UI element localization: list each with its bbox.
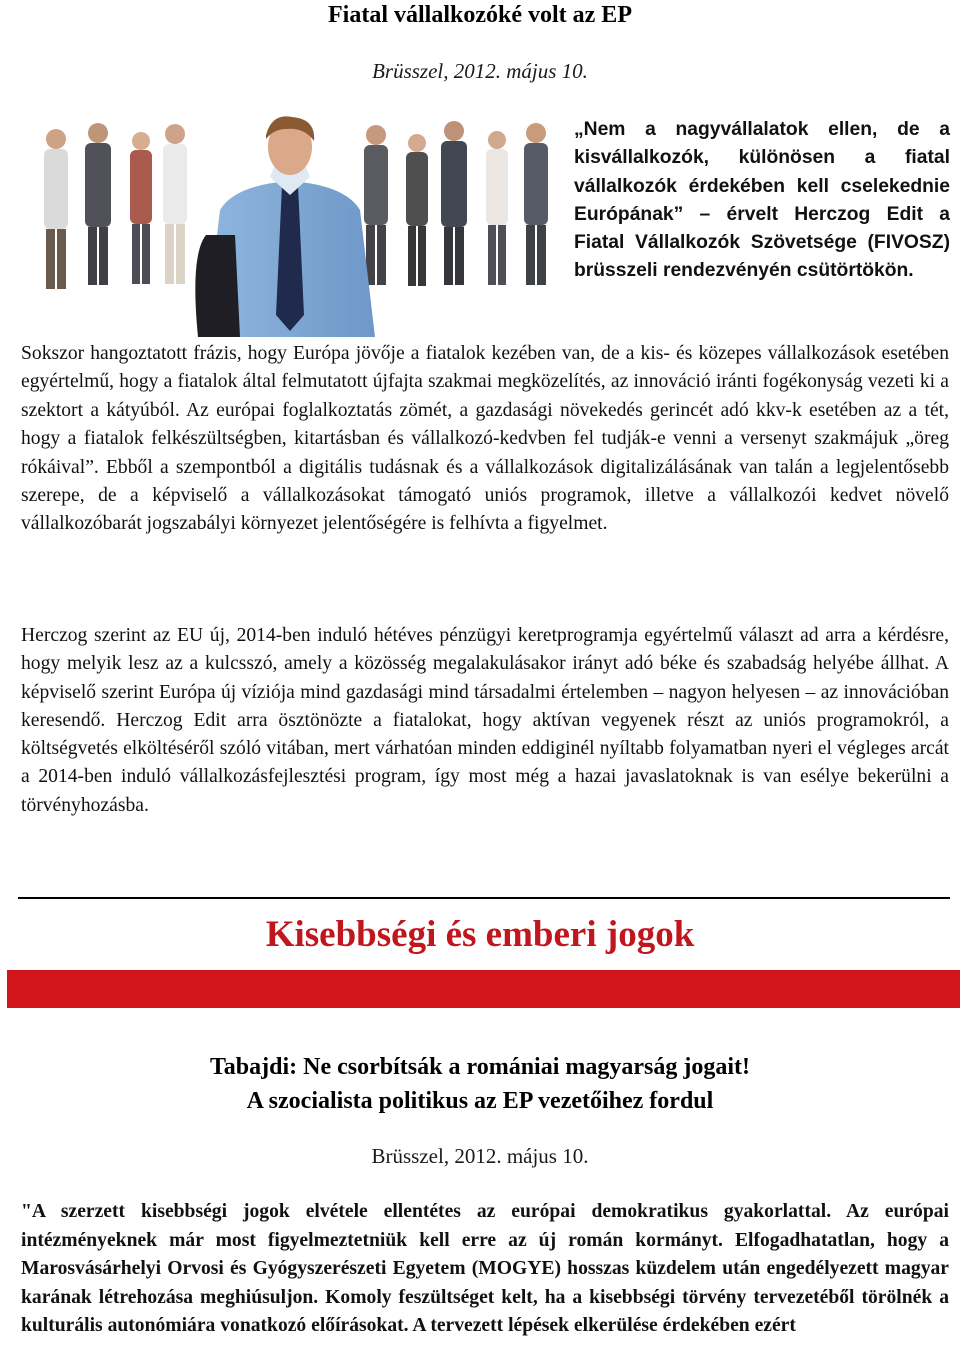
article2-paragraph-1: "A szerzett kisebbségi jogok elvétele ellentétes az európai demokratikus gyakorlattal. Az európai intézményeknek már most figyelmeztetniük kell erre az új román kormányt. Elfogadhatatlan, hogy a Marosvásárhelyi Orvosi és Gyógyszerészeti Egyetem (MOGYE) hosszas küzdelem után engedélyezett magyar karának létrehozása meghiúsuljon. Komoly feszültséget kelt, ha a kisebbségi törvény tervezetéből törölnék a kulturális autonómiára vonatkozó előírásokat. A tervezett lépések elkerülése érdekében ezért	[21, 1201, 949, 1336]
section-divider	[18, 897, 950, 899]
article2-title	[0, 1050, 960, 1118]
body-paragraph-1: Sokszor hangoztatott frázis, hogy Európa jövője a fiatalok kezében van, de a kis- és közepes vállalkozások esetében egyértelmű, hogy a fiatalok által felmutatott újfajta szakmai megközelítés, az innováció iránti fogékonyság vezeti ki a szektort a kátyúból. Az európai foglalkoztatás zömét, a gazdasági növekedés gerincét adó kkv-k esetében az a tét, hogy a fiatalok felkészültségben, kitartásban és vállalkozó-kedvben fel tudják-e venni a versenyt szakmájuk „öreg rókáival”. Ebből a szempontból a digitális tudásnak és a vállalkozások digitalizálásának van talán a legjelentősebb szerepe, de a képviselő a vállalkozásokat támogató uniós programok, illetve a vállalkozói kedvet növelő vállalkozóbarát jogszabályi környezet jelentőségére is felhívta a figyelmet.	[21, 343, 949, 535]
article2-title-line2: A szocialista politikus az EP vezetőihez fordul	[246, 1088, 714, 1114]
lead-paragraph: „Nem a nagyvállalatok ellen, de a kisvállalkozók, különösen a fiatal vállalkozók érdekében kell cselekednie Európának” – érvelt Herczog Edit a Fiatal Vállalkozók Szövetsége (FIVOSZ) brüsszeli rendezvényén csütörtökön.	[574, 119, 950, 282]
section-red-bar	[7, 970, 960, 1008]
article-title: Fiatal vállalkozóké volt az EP	[328, 2, 632, 28]
body-paragraph-2: Herczog szerint az EU új, 2014-ben induló hétéves pénzügyi keretprogramja egyértelmű választ ad arra a kérdésre, hogy melyik lesz az a kulcsszó, amely a közösség megalakulásakor irányt adó béke és szabadság helyébe állhat. A képviselő szerint Európa új víziója mind gazdasági mind társadalmi értelemben – nagyon helyesen – az innovációban keresendő. Herczog Edit arra ösztönözte a fiatalokat, hogy aktívan vegyenek részt az uniós programokról, a költségvetés elköltéséről szóló vitában, mert várhatóan minden eddiginél nyíltabb folyamatban nyeri el végleges arcát a 2014-ben induló vállalkozásfejlesztési program, így most még a hazai javaslatoknak is van esélye bekerülni a törvényhozásba.	[21, 625, 949, 816]
section-title: Kisebbségi és emberi jogok	[265, 914, 695, 955]
article-dateline: Brüsszel, 2012. május 10.	[372, 59, 588, 83]
article2-dateline: Brüsszel, 2012. május 10.	[371, 1144, 589, 1168]
young-entrepreneurs-photo	[30, 115, 562, 337]
article2-title-line1: Tabajdi: Ne csorbítsák a romániai magyarság jogait!	[210, 1054, 750, 1080]
